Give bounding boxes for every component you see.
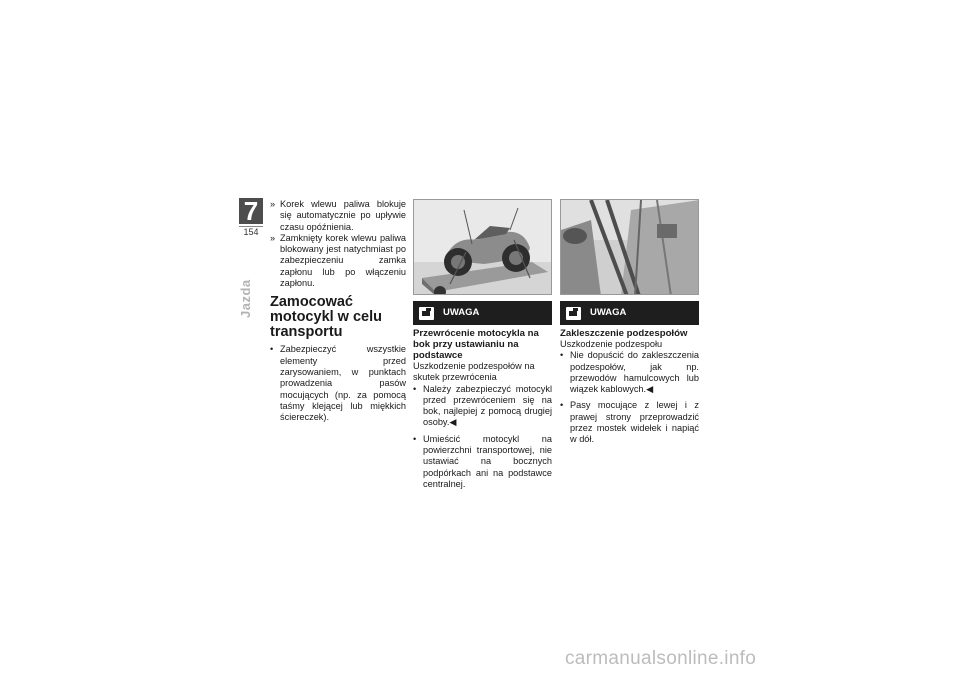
step-text: Korek wlewu paliwa blokuje się automatycznie po upływie czasu opóźnienia. <box>280 199 406 232</box>
bullet-text: Umieścić motocykl na powierzchni transportowej, nie ustawiać na bocznych podpórkach ani na podstawce centralnej. <box>423 433 552 489</box>
bullet-text: Należy zabezpieczyć motocykl przed przewróceniem się na bok, najlepiej z pomocą drugiej osoby.◀ <box>423 383 552 428</box>
section-title: Jazda <box>238 279 253 318</box>
bullet-item <box>413 434 552 490</box>
bullet-text: Zabezpieczyć wszystkie elementy przed zarysowaniem, w punktach prowadzenia pasów mocujących (np. za pomocą taśmy klejącej lub miękkich ściereczek). <box>280 344 406 423</box>
warning-label: UWAGA <box>590 307 627 319</box>
bullet-marker: • <box>560 400 564 411</box>
column-right <box>560 199 699 446</box>
warning-label: UWAGA <box>443 307 480 319</box>
step-item <box>270 233 406 289</box>
bullet-text: Nie dopuścić do zakleszczenia podzespołów, jak np. przewodów hamulcowych lub wiązek kablowych.◀ <box>570 350 699 395</box>
warning-title: Zakleszczenie podzespołów <box>560 328 688 339</box>
step-text: Zamknięty korek wlewu paliwa blokowany jest natychmiast po zabezpieczeniu zamka zapłonu lub po włączeniu zapłonu. <box>280 232 406 289</box>
motorcycle-trailer-photo <box>413 199 552 295</box>
column-left <box>270 199 406 423</box>
warning-bar <box>413 301 552 325</box>
step-marker: » <box>270 232 276 243</box>
bullet-marker: • <box>413 433 417 444</box>
column-middle <box>413 199 552 490</box>
bullet-item <box>560 350 699 395</box>
watermark: carmanualsonline.info <box>565 648 757 669</box>
warning-bar <box>560 301 699 325</box>
chapter-number: 7 <box>239 198 263 224</box>
warning-intro: Uszkodzenie podzespołu <box>560 339 663 349</box>
fork-strap-photo <box>560 199 699 295</box>
page-number: 154 <box>243 227 259 237</box>
bullet-item <box>413 384 552 429</box>
warning-intro: Uszkodzenie podzespołów na skutek przewrócenia <box>413 361 535 383</box>
section-heading: Zamocować motocykl w celu transportu <box>270 294 383 341</box>
bullet-item <box>270 344 406 423</box>
bullet-marker: • <box>413 383 417 394</box>
bullet-item <box>560 400 699 445</box>
bullet-marker: • <box>560 350 564 361</box>
warning-hand-icon <box>419 307 434 320</box>
bullet-text: Pasy mocujące z lewej i z prawej strony przeprowadzić przez mostek widełek i napiąć w dół. <box>570 400 699 445</box>
step-item <box>270 199 406 233</box>
step-marker: » <box>270 199 276 209</box>
warning-hand-icon <box>566 307 581 320</box>
bullet-marker: • <box>270 344 274 355</box>
warning-title: Przewrócenie motocykla na bok przy ustawianiu na podstawce <box>413 328 539 361</box>
